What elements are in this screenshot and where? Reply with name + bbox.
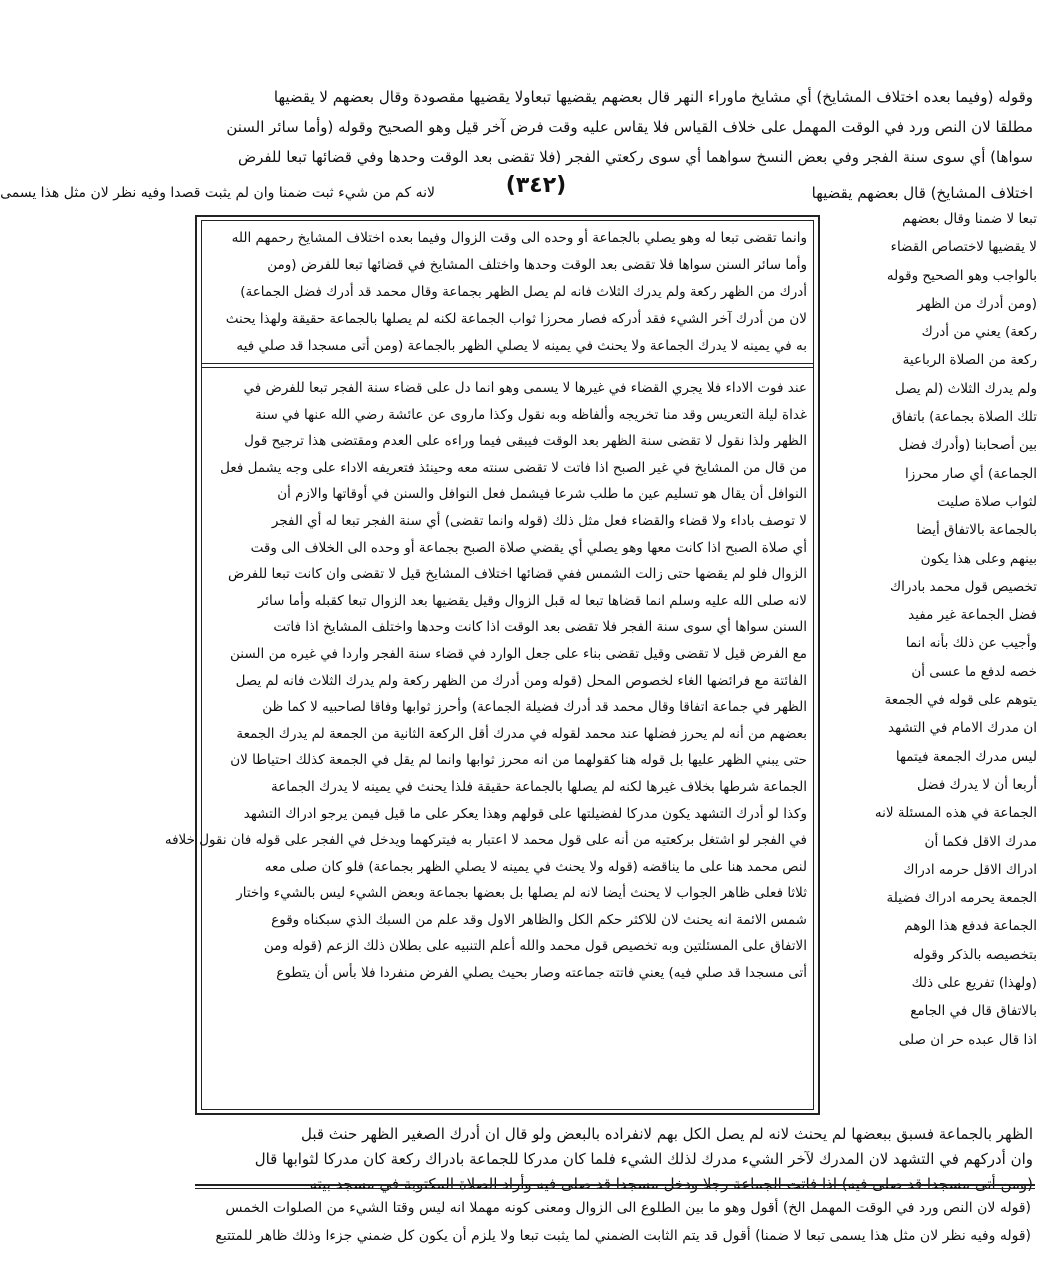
commentary-line: الزوال فلو لم يقضها حتى زالت الشمس ففي قضائها اختلاف المشايخ قيل لا تقضى وان كانت تبعا للفرض (228, 566, 807, 583)
margin-line: فضل الجماعة غير مفيد (908, 607, 1037, 624)
main-text-line: أدرك من الظهر ركعة ولم يدرك الثلاث فانه لم يصل الظهر بجماعة وقال محمد قد أدرك فضل الجماعة) (240, 284, 807, 300)
margin-line: ولم يدرك الثلاث (لم يصل (894, 380, 1037, 397)
page-number: (٣٤٢) (505, 173, 567, 198)
margin-line: ادراك الاقل حرمه ادراك (903, 861, 1037, 878)
commentary-line: النوافل أن يقال هو تسليم عين ما طلب شرعا فيشمل فعل النوافل والسنن في أوقاتها والازم أن (277, 486, 807, 503)
commentary-line: حتى يبني الظهر عليها بل قوله هنا كقولهما من انه محرز ثوابها وانما لم يقل في الجمعة كذلك احتياطا لان (230, 752, 807, 769)
margin-line: الجماعة في هذه المسئلة لانه (874, 805, 1037, 822)
commentary-line: السنن سواها أي سوى سنة الفجر فلا تقضى بعد الوقت اذا كانت وحدها واختلف المشايخ اذا فاتت (273, 619, 807, 636)
margin-line: تبعا لا ضمنا وقال بعضهم (902, 211, 1037, 227)
bottom-line: (ومن أتى مسجدا قد صلى فيه) اذا فاتت الجماعة رجلا ودخل مسجدا قد صلى فيه وأراد الصلاة المكتوبة في مسجد بيته (309, 1175, 1033, 1193)
top-commentary (193, 82, 1033, 172)
margin-line: خصه لدفع ما عسى أن (911, 663, 1037, 680)
commentary-line: وكذا لو أدرك التشهد يكون مدركا لفضيلتها على قولهم وهذا يعكر على ما قيل فيمن يرجو ادراك التشهد (243, 805, 807, 822)
top-line-right-part: اختلاف المشايخ) قال بعضهم يقضيها (811, 184, 1033, 202)
margin-line: أربعا أن لا يدرك فضل (916, 776, 1037, 793)
commentary-line: الظهر ولذا نقول لا تقضى سنة الظهر بعد الوقت فيبقى فيما وراءه على العدم ومقتضى هذا ترجيح قول (244, 433, 807, 450)
top-line: سواها) أي سوى سنة الفجر وفي بعض النسخ سواهما أي سوى ركعتي الفجر (فلا تقضى بعد الوقت وحدها وفي قضائها تبعا للفرض (237, 148, 1033, 166)
margin-line: وأجيب عن ذلك بأنه انما (905, 635, 1037, 652)
margin-line: ركعة) يعني من أدرك (921, 324, 1037, 341)
margin-line: اذا قال عبده حر ان صلى (898, 1031, 1037, 1048)
commentary-line: الاتفاق على المسئلتين وبه تخصيص قول محمد والله أعلم التنبيه على بطلان ذلك الزعم (قوله ومن (263, 938, 807, 955)
margin-line: بالواجب وهو الصحيح وقوله (886, 267, 1037, 284)
margin-line: مدرك الاقل فكما أن (924, 833, 1037, 850)
margin-line: بتخصيصه بالذكر وقوله (912, 946, 1037, 963)
main-text-line: لان من أدرك آخر الشيء فقد أدركه فصار محرزا ثواب الجماعة لكنه لم يصلها بالجماعة حقيقة ولهذا يحنث (225, 311, 807, 327)
margin-line: ركعة من الصلاة الرباعية (902, 352, 1037, 369)
footnotes (199, 1194, 1031, 1250)
commentary-line: شمس الائمة انه يحنث لان للاكثر حكم الكل والظاهر الاول وقد علم من السبك الذي سبكناه وقوع (271, 911, 807, 928)
margin-commentary (825, 205, 1037, 1054)
margin-line: تلك الصلاة بجماعة) باتفاق (891, 409, 1037, 426)
footnote-rule (195, 1184, 1035, 1186)
top-line-left-part: لانه كم من شيء ثبت ضمنا وان لم يثبت قصدا وفيه نظر لان مثل هذا يسمى (0, 185, 435, 201)
commentary-line: الفائتة مع فرائضها الغاء لخصوص المحل (قوله ومن أدرك من الظهر ركعة ولم يدرك الثلاث فانه لم يصل (235, 672, 807, 689)
commentary-line: ثلاثا فعلى ظاهر الجواب لا يحنث أيضا لانه لم يصلها بل بعضها بجماعة وبعض الشيء ليس بالشيء واختار (236, 885, 807, 902)
footnote-line: (قوله لان النص ورد في الوقت المهمل الخ) أقول وهو ما بين الطلوع الى الزوال ومعنى كونه مهملا انه ليس وقتا الشيء من الصلوات الخمس (225, 1200, 1031, 1216)
margin-line: بالجماعة بالاتفاق أيضا (916, 522, 1037, 539)
margin-line: الجماعة) أي صار محرزا (904, 465, 1037, 482)
margin-line: الجماعة فدفع هذا الوهم (904, 918, 1037, 935)
top-line: مطلقا لان النص ورد في الوقت المهمل على خلاف القياس فلا يقاس عليه وقت فرض آخر قيل وهو الصحيح وقوله (وأما سائر السنن (226, 118, 1033, 136)
commentary-line: بعضهم من أنه لم يحرز فضلها عند محمد لقوله في مدرك أقل الركعة الثانية من الجمعة لم يدرك الجمعة (236, 725, 807, 742)
commentary-line: لا توصف باداء ولا قضاء والقضاء فعل مثل ذلك (قوله وانما تقضى) أي سنة الفجر تبعا له أي الفجر (271, 512, 807, 529)
main-text-line: به في يمينه لا يدرك الجماعة ولا يحنث في يمينه لا يصلي الظهر بالجماعة (ومن أتى مسجدا قد صلي فيه (236, 338, 807, 354)
commentary-line: لانه صلى الله عليه وسلم انما قضاها تبعا له قبل الزوال وقيل يقضيها بعد الزوال تبعا كقبله وأما سائر (257, 592, 807, 609)
margin-line: تخصيص قول محمد بادراك (889, 578, 1037, 595)
commentary-line: لنص محمد هنا على ما يناقضه (قوله ولا يحنث في يمينه لا يصلي الظهر بجماعة) فلو كان صلى معه (264, 858, 807, 875)
margin-line: لثواب صلاة صليت (936, 493, 1037, 510)
commentary-line: الجماعة شرطها بخلاف غيرها لكنه لم يصلها بالجماعة حقيقة فلذا يحنث في يمينه لا يدرك الجماعة (271, 778, 807, 795)
commentary-line: غداة ليلة التعريس وقد منا تخريجه وألفاظه وبه نقول وكذا ماروى عن عائشة رضي الله عنها في سنة (255, 406, 807, 423)
main-text-line: وانما تقضى تبعا له وهو يصلي بالجماعة أو وحده الى وقت الزوال وفيما بعده اختلاف المشايخ رحمهم الله (231, 230, 807, 246)
commentary-line: في الفجر لو اشتغل بركعتيه من أنه على قول محمد لا اعتبار به فيتركهما ويدخل في الفجر على قوله فان نقول خلافه (164, 832, 807, 849)
margin-line: لا يقضيها لاختصاص القضاء (890, 239, 1037, 256)
commentary-line: من قال من المشايخ في غير الصبح اذا فاتت لا تقضى سنته معه وحينئذ فتعريفه الاداء على وجه يشمل فعل (220, 459, 807, 476)
footnote-line: (قوله وفيه نظر لان مثل هذا يسمى تبعا لا ضمنا) أقول قد يتم الثابت الضمني لما يثبت تبعا ولا يلزم أن يكون كل ضمني جزءا وذلك ظاهر للمتتبع (215, 1228, 1031, 1244)
margin-line: بالاتفاق قال في الجامع (910, 1003, 1037, 1020)
commentary-line: عند فوت الاداء فلا يجري القضاء في غيرها لا يسمى وهو انما دل على قضاء سنة الفجر تبعا للفرض في (243, 380, 807, 396)
main-text-line: وأما سائر السنن سواها فلا تقضى بعد الوقت وحدها واختلف المشايخ في قضائها تبعا للفرض (ومن (267, 257, 807, 273)
margin-line: (ومن أدرك من الظهر (917, 295, 1037, 312)
footnote-rule (195, 1188, 1035, 1189)
margin-line: ان مدرك الامام في التشهد (888, 720, 1037, 737)
margin-line: الجمعة يحرمه ادراك فضيلة (886, 890, 1037, 907)
commentary-line: أتى مسجدا قد صلي فيه) يعني فاتته جماعته وصار بحيث يصلي الفرض منفردا فلا بأس أن يتطوع (276, 965, 807, 982)
frame-divider (201, 363, 814, 364)
bottom-line: الظهر بالجماعة فسبق ببعضها لم يحنث لانه لم يصل الكل بهم لانفراده بالبعض ولو قال ان أدرك الصغير الظهر حنث قبل (300, 1125, 1033, 1143)
main-text (209, 225, 807, 360)
commentary-line: أي صلاة الصبح اذا كانت معها وهو يصلي أي يقضي صلاة الصبح بجماعة أو وحده الى الخلاف الى وقت (250, 539, 807, 556)
framed-commentary (164, 375, 807, 987)
margin-line: ليس مدرك الجمعة فيتمها (895, 748, 1037, 765)
commentary-line: مع الفرض قيل لا تقضى وقيل تقضى بناء على جعل الوارد في قضاء سنة الفجر واردا في غيره من السنن (230, 645, 807, 662)
top-line: وقوله (وفيما بعده اختلاف المشايخ) أي مشايخ ماوراء النهر قال بعضهم يقضيها تبعاولا يقضيها مقصودة وقال بعضهم لا يقضيها (273, 88, 1033, 106)
margin-line: (ولهذا) تفريع على ذلك (911, 975, 1037, 992)
margin-line: بين أصحابنا (وأدرك فضل (898, 437, 1037, 454)
commentary-line: الظهر في جماعة اتفاقا وقال محمد قد أدرك فضيلة الجماعة) وأحرز ثوابها وفاقا لصاحبيه لا كما ظن (262, 699, 807, 716)
bottom-line: وان أدركهم في التشهد لان المدرك لآخر الشيء مدرك لذلك الشيء فلما كان مدركا للجماعة بادراك ركعة كان مدركا لثوابها قال (254, 1150, 1033, 1168)
margin-line: بينهم وعلى هذا يكون (920, 550, 1037, 567)
margin-line: يتوهم على قوله في الجمعة (884, 692, 1037, 709)
frame-divider (201, 367, 814, 368)
